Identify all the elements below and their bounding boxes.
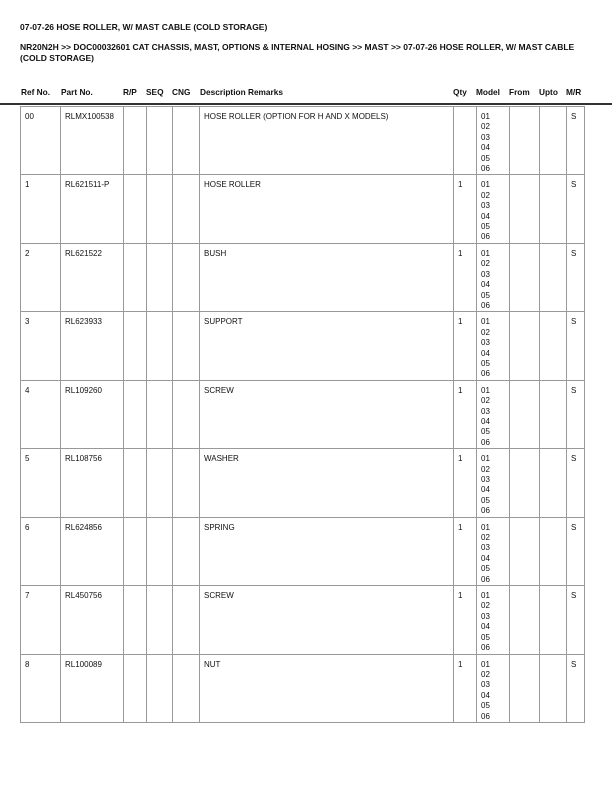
cell-from xyxy=(510,107,540,175)
cell-ref-no: 4 xyxy=(21,380,61,448)
col-qty: Qty xyxy=(453,87,467,97)
col-rp: R/P xyxy=(123,87,137,97)
cell-mr: S xyxy=(567,312,585,380)
col-cng: CNG xyxy=(172,87,191,97)
cell-qty: 1 xyxy=(454,586,477,654)
col-from: From xyxy=(509,87,530,97)
table-row xyxy=(21,107,585,175)
cell-mr: S xyxy=(567,517,585,585)
cell-seq xyxy=(147,175,173,243)
cell-seq xyxy=(147,586,173,654)
cell-cng xyxy=(173,586,200,654)
cell-from xyxy=(510,175,540,243)
cell-seq xyxy=(147,107,173,175)
col-model: Model xyxy=(476,87,500,97)
table-row xyxy=(21,312,585,380)
cell-qty: 1 xyxy=(454,243,477,311)
cell-from xyxy=(510,654,540,722)
cell-model: 01 02 03 04 05 06 xyxy=(477,517,510,585)
cell-rp xyxy=(124,107,147,175)
cell-rp xyxy=(124,312,147,380)
cell-cng xyxy=(173,517,200,585)
cell-ref-no: 5 xyxy=(21,449,61,517)
cell-part-no: RL109260 xyxy=(61,380,124,448)
cell-seq xyxy=(147,654,173,722)
cell-model: 01 02 03 04 05 06 xyxy=(477,312,510,380)
cell-from xyxy=(510,449,540,517)
table-row xyxy=(21,380,585,448)
cell-from xyxy=(510,380,540,448)
cell-model: 01 02 03 04 05 06 xyxy=(477,107,510,175)
cell-rp xyxy=(124,654,147,722)
cell-upto xyxy=(540,654,567,722)
header-rule xyxy=(0,103,612,105)
table-row xyxy=(21,654,585,722)
cell-mr: S xyxy=(567,243,585,311)
cell-part-no: RL624856 xyxy=(61,517,124,585)
cell-mr: S xyxy=(567,380,585,448)
cell-model: 01 02 03 04 05 06 xyxy=(477,380,510,448)
table-row xyxy=(21,175,585,243)
col-desc: Description Remarks xyxy=(200,87,284,97)
cell-qty: 1 xyxy=(454,654,477,722)
cell-from xyxy=(510,312,540,380)
cell-model: 01 02 03 04 05 06 xyxy=(477,586,510,654)
cell-from xyxy=(510,243,540,311)
breadcrumb: NR20N2H >> DOC00032601 CAT CHASSIS, MAST, OPTIONS & INTERNAL HOSING >> MAST >> 07-07-26 HOSE ROLLER, W/ MAST CABLE (COLD STORAGE) xyxy=(20,42,575,63)
cell-qty: 1 xyxy=(454,449,477,517)
cell-upto xyxy=(540,107,567,175)
cell-part-no: RL100089 xyxy=(61,654,124,722)
cell-mr: S xyxy=(567,654,585,722)
cell-cng xyxy=(173,243,200,311)
cell-qty: 1 xyxy=(454,175,477,243)
cell-qty: 1 xyxy=(454,517,477,585)
cell-cng xyxy=(173,107,200,175)
cell-model: 01 02 03 04 05 06 xyxy=(477,449,510,517)
cell-ref-no: 2 xyxy=(21,243,61,311)
cell-qty xyxy=(454,107,477,175)
cell-mr: S xyxy=(567,586,585,654)
cell-part-no: RL621522 xyxy=(61,243,124,311)
cell-upto xyxy=(540,586,567,654)
cell-ref-no: 00 xyxy=(21,107,61,175)
cell-rp xyxy=(124,175,147,243)
cell-upto xyxy=(540,243,567,311)
cell-seq xyxy=(147,517,173,585)
cell-ref-no: 8 xyxy=(21,654,61,722)
cell-part-no: RL621511-P xyxy=(61,175,124,243)
cell-upto xyxy=(540,449,567,517)
col-mr: M/R xyxy=(566,87,582,97)
cell-mr: S xyxy=(567,107,585,175)
cell-description: SCREW xyxy=(200,380,454,448)
cell-rp xyxy=(124,243,147,311)
cell-qty: 1 xyxy=(454,312,477,380)
cell-qty: 1 xyxy=(454,380,477,448)
cell-description: SCREW xyxy=(200,586,454,654)
cell-seq xyxy=(147,243,173,311)
cell-from xyxy=(510,517,540,585)
cell-description: WASHER xyxy=(200,449,454,517)
cell-part-no: RL108756 xyxy=(61,449,124,517)
table-row xyxy=(21,517,585,585)
cell-mr: S xyxy=(567,175,585,243)
cell-ref-no: 6 xyxy=(21,517,61,585)
cell-rp xyxy=(124,517,147,585)
cell-upto xyxy=(540,312,567,380)
cell-seq xyxy=(147,380,173,448)
table-row xyxy=(21,243,585,311)
cell-model: 01 02 03 04 05 06 xyxy=(477,654,510,722)
cell-cng xyxy=(173,449,200,517)
col-part: Part No. xyxy=(61,87,93,97)
cell-upto xyxy=(540,175,567,243)
col-ref: Ref No. xyxy=(21,87,51,97)
cell-seq xyxy=(147,449,173,517)
cell-ref-no: 3 xyxy=(21,312,61,380)
cell-cng xyxy=(173,175,200,243)
cell-mr: S xyxy=(567,449,585,517)
cell-ref-no: 1 xyxy=(21,175,61,243)
col-upto: Upto xyxy=(539,87,558,97)
parts-table xyxy=(20,106,585,723)
page-title: 07-07-26 HOSE ROLLER, W/ MAST CABLE (COLD STORAGE) xyxy=(20,22,268,32)
cell-part-no: RL450756 xyxy=(61,586,124,654)
cell-model: 01 02 03 04 05 06 xyxy=(477,175,510,243)
cell-cng xyxy=(173,312,200,380)
cell-upto xyxy=(540,517,567,585)
cell-description: SPRING xyxy=(200,517,454,585)
cell-seq xyxy=(147,312,173,380)
cell-cng xyxy=(173,654,200,722)
cell-model: 01 02 03 04 05 06 xyxy=(477,243,510,311)
cell-ref-no: 7 xyxy=(21,586,61,654)
cell-upto xyxy=(540,380,567,448)
cell-part-no: RL623933 xyxy=(61,312,124,380)
cell-description: NUT xyxy=(200,654,454,722)
cell-description: SUPPORT xyxy=(200,312,454,380)
cell-description: HOSE ROLLER (OPTION FOR H AND X MODELS) xyxy=(200,107,454,175)
cell-cng xyxy=(173,380,200,448)
cell-description: BUSH xyxy=(200,243,454,311)
table-row xyxy=(21,586,585,654)
col-seq: SEQ xyxy=(146,87,164,97)
cell-from xyxy=(510,586,540,654)
table-row xyxy=(21,449,585,517)
cell-description: HOSE ROLLER xyxy=(200,175,454,243)
cell-rp xyxy=(124,586,147,654)
cell-rp xyxy=(124,449,147,517)
cell-part-no: RLMX100538 xyxy=(61,107,124,175)
cell-rp xyxy=(124,380,147,448)
